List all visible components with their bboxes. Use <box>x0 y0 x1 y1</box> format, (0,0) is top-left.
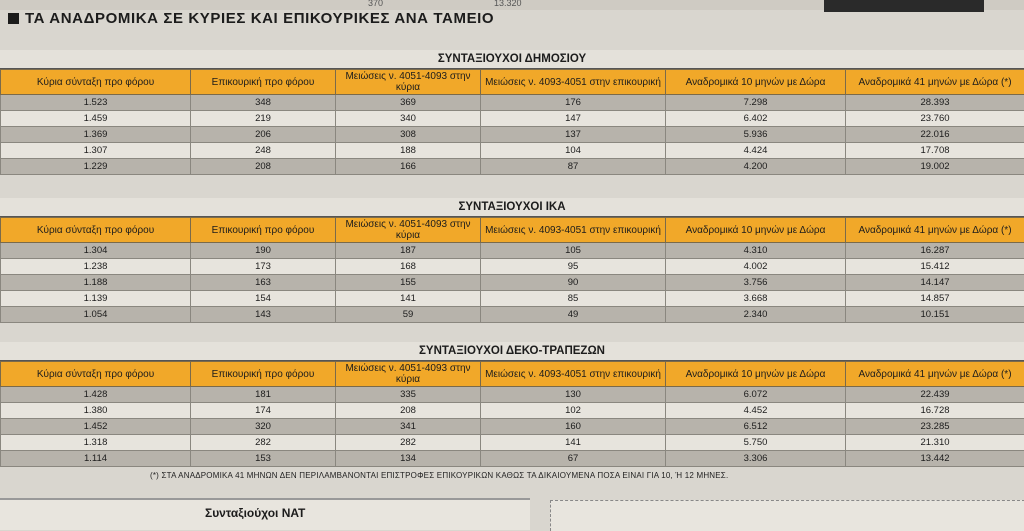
table-cell: 1.428 <box>1 387 191 403</box>
table-cell: 4.424 <box>666 143 846 159</box>
column-header: Μειώσεις ν. 4093-4051 στην επικουρική <box>481 362 666 387</box>
table-cell: 181 <box>191 387 336 403</box>
table-cell: 153 <box>191 451 336 467</box>
table-cell: 188 <box>336 143 481 159</box>
column-header: Αναδρομικά 41 μηνών με Δώρα (*) <box>846 362 1024 387</box>
table-row <box>1 159 1024 175</box>
column-header: Μειώσεις ν. 4093-4051 στην επικουρική <box>481 218 666 243</box>
table-cell: 1.459 <box>1 111 191 127</box>
table-row <box>1 95 1024 111</box>
decorative-bar <box>824 0 984 12</box>
table-cell: 87 <box>481 159 666 175</box>
table-cell: 1.369 <box>1 127 191 143</box>
table-cell: 340 <box>336 111 481 127</box>
table-row <box>1 307 1024 323</box>
footnote: (*) ΣΤΑ ΑΝΑΔΡΟΜΙΚΑ 41 ΜΗΝΩΝ ΔΕΝ ΠΕΡΙΛΑΜΒΑΝΟΝΤΑΙ ΕΠΙΣΤΡΟΦΕΣ ΕΠΙΚΟΥΡΙΚΩΝ ΚΑΘΩΣ ΤΑ ΔΙΚΑΙΟΥΜΕΝΑ ΠΟΣΑ ΕΙΝΑΙ ΓΙΑ 10, Ή 12 ΜΗΝΕΣ. <box>150 471 728 480</box>
table-cell: 4.310 <box>666 243 846 259</box>
table-cell: 90 <box>481 275 666 291</box>
column-header: Μειώσεις ν. 4051-4093 στην κύρια <box>336 218 481 243</box>
column-header: Επικουρική προ φόρου <box>191 70 336 95</box>
table-cell: 137 <box>481 127 666 143</box>
table-cell: 85 <box>481 291 666 307</box>
table-cell: 248 <box>191 143 336 159</box>
table-cell: 14.857 <box>846 291 1024 307</box>
table-cell: 49 <box>481 307 666 323</box>
next-section <box>0 498 530 530</box>
column-header: Κύρια σύνταξη προ φόρου <box>1 218 191 243</box>
table-cell: 23.760 <box>846 111 1024 127</box>
table-cell: 6.512 <box>666 419 846 435</box>
page-title-text: ΤΑ ΑΝΑΔΡΟΜΙΚΑ ΣΕ ΚΥΡΙΕΣ ΚΑΙ ΕΠΙΚΟΥΡΙΚΕΣ ΑΝΑ ΤΑΜΕΙΟ <box>25 10 494 27</box>
table-cell: 143 <box>191 307 336 323</box>
table-cell: 4.200 <box>666 159 846 175</box>
table-cell: 3.306 <box>666 451 846 467</box>
table-cell: 23.285 <box>846 419 1024 435</box>
column-header: Αναδρομικά 10 μηνών με Δώρα <box>666 362 846 387</box>
table-cell: 147 <box>481 111 666 127</box>
table-cell: 190 <box>191 243 336 259</box>
table-cell: 168 <box>336 259 481 275</box>
table-block-ika <box>0 198 1024 323</box>
column-header: Αναδρομικά 41 μηνών με Δώρα (*) <box>846 70 1024 95</box>
table-title: ΣΥΝΤΑΞΙΟΥΧΟΙ ΔΗΜΟΣΙΟΥ <box>0 50 1024 69</box>
table-cell: 1.114 <box>1 451 191 467</box>
table-cell: 1.452 <box>1 419 191 435</box>
table-row <box>1 291 1024 307</box>
table-cell: 16.287 <box>846 243 1024 259</box>
table-cell: 348 <box>191 95 336 111</box>
table-row <box>1 143 1024 159</box>
table-cell: 219 <box>191 111 336 127</box>
table-cell: 1.304 <box>1 243 191 259</box>
table-cell: 335 <box>336 387 481 403</box>
table-cell: 4.452 <box>666 403 846 419</box>
table-cell: 6.072 <box>666 387 846 403</box>
table-cell: 5.750 <box>666 435 846 451</box>
table-cell: 1.307 <box>1 143 191 159</box>
table-cell: 187 <box>336 243 481 259</box>
table-title: ΣΥΝΤΑΞΙΟΥΧΟΙ ΙΚΑ <box>0 198 1024 217</box>
table-cell: 14.147 <box>846 275 1024 291</box>
table-cell: 341 <box>336 419 481 435</box>
column-header: Κύρια σύνταξη προ φόρου <box>1 362 191 387</box>
table-cell: 4.002 <box>666 259 846 275</box>
header-row <box>1 70 1024 95</box>
header-row <box>1 218 1024 243</box>
column-header: Επικουρική προ φόρου <box>191 218 336 243</box>
table-cell: 160 <box>481 419 666 435</box>
table-cell: 282 <box>191 435 336 451</box>
data-table <box>0 361 1024 467</box>
column-header: Επικουρική προ φόρου <box>191 362 336 387</box>
column-header: Μειώσεις ν. 4051-4093 στην κύρια <box>336 70 481 95</box>
table-title: ΣΥΝΤΑΞΙΟΥΧΟΙ ΔΕΚΟ-ΤΡΑΠΕΖΩΝ <box>0 342 1024 361</box>
table-cell: 208 <box>336 403 481 419</box>
table-cell: 17.708 <box>846 143 1024 159</box>
column-header: Μειώσεις ν. 4051-4093 στην κύρια <box>336 362 481 387</box>
table-block-deko-trapezon <box>0 342 1024 467</box>
column-header: Κύρια σύνταξη προ φόρου <box>1 70 191 95</box>
table-cell: 176 <box>481 95 666 111</box>
table-cell: 1.188 <box>1 275 191 291</box>
table-row <box>1 403 1024 419</box>
table-cell: 5.936 <box>666 127 846 143</box>
table-cell: 369 <box>336 95 481 111</box>
table-cell: 2.340 <box>666 307 846 323</box>
table-cell: 155 <box>336 275 481 291</box>
table-row <box>1 127 1024 143</box>
table-cell: 308 <box>336 127 481 143</box>
table-cell: 166 <box>336 159 481 175</box>
section-title-nat: Συνταξιούχοι ΝΑΤ <box>205 506 305 520</box>
table-cell: 163 <box>191 275 336 291</box>
table-row <box>1 387 1024 403</box>
table-cell: 141 <box>481 435 666 451</box>
header-fragment: 13.320 <box>494 0 522 8</box>
table-row <box>1 243 1024 259</box>
table-row <box>1 259 1024 275</box>
table-row <box>1 419 1024 435</box>
table-cell: 6.402 <box>666 111 846 127</box>
table-cell: 173 <box>191 259 336 275</box>
table-cell: 67 <box>481 451 666 467</box>
table-row <box>1 275 1024 291</box>
table-cell: 28.393 <box>846 95 1024 111</box>
table-cell: 7.298 <box>666 95 846 111</box>
table-cell: 19.002 <box>846 159 1024 175</box>
table-cell: 104 <box>481 143 666 159</box>
header-row <box>1 362 1024 387</box>
column-header: Μειώσεις ν. 4093-4051 στην επικουρική <box>481 70 666 95</box>
table-cell: 134 <box>336 451 481 467</box>
table-cell: 1.054 <box>1 307 191 323</box>
data-table <box>0 69 1024 175</box>
data-table <box>0 217 1024 323</box>
table-cell: 105 <box>481 243 666 259</box>
table-cell: 10.151 <box>846 307 1024 323</box>
table-cell: 102 <box>481 403 666 419</box>
table-cell: 208 <box>191 159 336 175</box>
table-cell: 154 <box>191 291 336 307</box>
table-cell: 15.412 <box>846 259 1024 275</box>
column-header: Αναδρομικά 10 μηνών με Δώρα <box>666 70 846 95</box>
table-cell: 1.380 <box>1 403 191 419</box>
table-cell: 22.016 <box>846 127 1024 143</box>
table-cell: 130 <box>481 387 666 403</box>
table-cell: 3.756 <box>666 275 846 291</box>
table-cell: 174 <box>191 403 336 419</box>
table-row <box>1 111 1024 127</box>
square-bullet-icon <box>8 13 19 24</box>
column-header: Αναδρομικά 41 μηνών με Δώρα (*) <box>846 218 1024 243</box>
table-cell: 1.523 <box>1 95 191 111</box>
adjacent-article-box <box>550 500 1024 531</box>
table-cell: 141 <box>336 291 481 307</box>
header-fragment: 370 <box>368 0 383 8</box>
table-cell: 22.439 <box>846 387 1024 403</box>
table-cell: 95 <box>481 259 666 275</box>
table-cell: 1.318 <box>1 435 191 451</box>
table-cell: 13.442 <box>846 451 1024 467</box>
table-cell: 320 <box>191 419 336 435</box>
table-cell: 59 <box>336 307 481 323</box>
table-block-dimosiou <box>0 50 1024 175</box>
table-cell: 206 <box>191 127 336 143</box>
table-cell: 1.139 <box>1 291 191 307</box>
table-row <box>1 435 1024 451</box>
table-cell: 1.238 <box>1 259 191 275</box>
table-cell: 21.310 <box>846 435 1024 451</box>
table-cell: 282 <box>336 435 481 451</box>
table-cell: 3.668 <box>666 291 846 307</box>
column-header: Αναδρομικά 10 μηνών με Δώρα <box>666 218 846 243</box>
table-row <box>1 451 1024 467</box>
table-cell: 16.728 <box>846 403 1024 419</box>
table-cell: 1.229 <box>1 159 191 175</box>
page-title <box>8 10 494 27</box>
